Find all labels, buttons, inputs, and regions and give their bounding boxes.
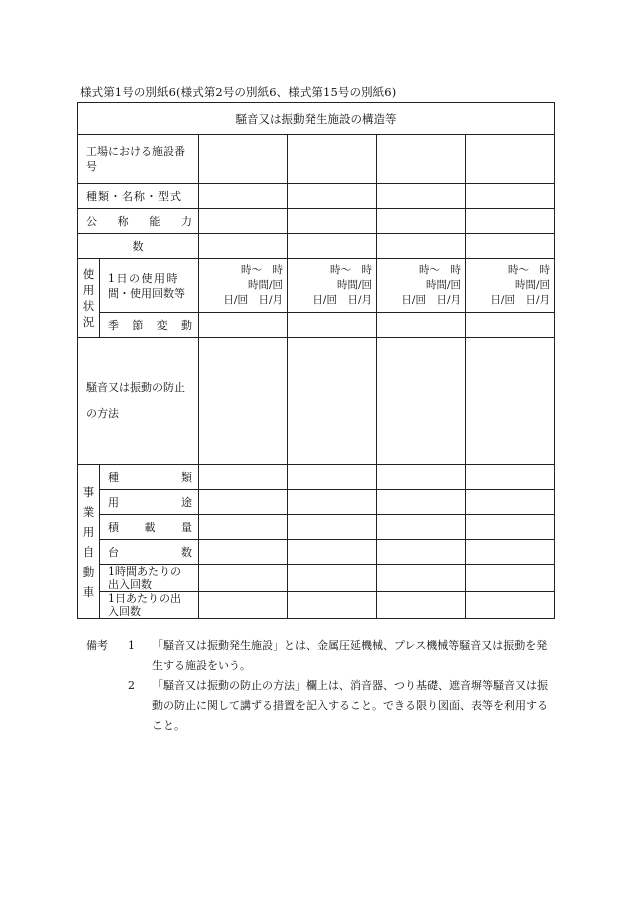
- input-cell[interactable]: [288, 135, 377, 184]
- entries-per-hour-label: 1時間あたりの 出入回数: [100, 565, 199, 592]
- facility-structure-table: [77, 102, 555, 619]
- input-cell[interactable]: [199, 540, 288, 565]
- input-cell[interactable]: [288, 540, 377, 565]
- input-cell[interactable]: [288, 465, 377, 490]
- input-cell[interactable]: [466, 465, 555, 490]
- input-cell[interactable]: [466, 490, 555, 515]
- form-caption: 様式第1号の別紙6(様式第2号の別紙6、様式第15号の別紙6): [80, 85, 397, 99]
- input-cell[interactable]: [288, 565, 377, 592]
- input-cell[interactable]: [377, 490, 466, 515]
- usage-cell[interactable]: 時～ 時 時間/回 日/回 日/月: [466, 259, 555, 313]
- input-cell[interactable]: [288, 592, 377, 619]
- remark-item: 2 「騒音又は振動の防止の方法」欄上は、消音器、つり基礎、遮音塀等騒音又は振動の防止に関して講ずる措置を記入すること。できる限り図面、表等を利用すること。: [128, 679, 548, 732]
- input-cell[interactable]: [377, 515, 466, 540]
- seasonal-variation-label: 季 節 変 動: [100, 313, 199, 338]
- usage-cell[interactable]: 時～ 時 時間/回 日/回 日/月: [288, 259, 377, 313]
- usage-status-group-label: 使 用 状 況: [78, 259, 100, 338]
- input-cell[interactable]: [199, 338, 288, 465]
- input-cell[interactable]: [199, 313, 288, 338]
- input-cell[interactable]: [288, 515, 377, 540]
- input-cell[interactable]: [466, 592, 555, 619]
- input-cell[interactable]: [466, 234, 555, 259]
- input-cell[interactable]: [288, 313, 377, 338]
- input-cell[interactable]: [288, 209, 377, 234]
- input-cell[interactable]: [377, 338, 466, 465]
- input-cell[interactable]: [199, 135, 288, 184]
- entries-per-day-label: 1日あたりの出 入回数: [100, 592, 199, 619]
- input-cell[interactable]: [466, 209, 555, 234]
- usage-cell[interactable]: 時～ 時 時間/回 日/回 日/月: [377, 259, 466, 313]
- input-cell[interactable]: [466, 184, 555, 209]
- remark-item: 備考 1 「騒音又は振動発生施設」とは、金属圧延機械、プレス機械等騒音又は振動を発生する施設をいう。: [86, 636, 556, 676]
- input-cell[interactable]: [466, 515, 555, 540]
- business-vehicle-group-label: 事 業 用 自 動 車: [78, 465, 100, 619]
- input-cell[interactable]: [199, 184, 288, 209]
- daily-usage-label: 1日の使用時 間・使用回数等: [100, 259, 199, 313]
- input-cell[interactable]: [466, 313, 555, 338]
- input-cell[interactable]: [199, 234, 288, 259]
- table-title: 騒音又は振動発生施設の構造等: [78, 103, 555, 135]
- input-cell[interactable]: [288, 234, 377, 259]
- input-cell[interactable]: [377, 184, 466, 209]
- input-cell[interactable]: [466, 565, 555, 592]
- vehicle-load-label: 積 載 量: [100, 515, 199, 540]
- input-cell[interactable]: [199, 490, 288, 515]
- input-cell[interactable]: [288, 338, 377, 465]
- input-cell[interactable]: [466, 338, 555, 465]
- vehicle-count-label: 台 数: [100, 540, 199, 565]
- input-cell[interactable]: [377, 540, 466, 565]
- input-cell[interactable]: [199, 515, 288, 540]
- input-cell[interactable]: [288, 490, 377, 515]
- input-cell[interactable]: [466, 540, 555, 565]
- input-cell[interactable]: [377, 135, 466, 184]
- input-cell[interactable]: [199, 465, 288, 490]
- remarks-heading: 備考: [86, 639, 108, 652]
- type-name-model-label: 種類・名称・型式: [78, 184, 199, 209]
- input-cell[interactable]: [199, 209, 288, 234]
- input-cell[interactable]: [377, 465, 466, 490]
- input-cell[interactable]: [466, 135, 555, 184]
- vehicle-type-label: 種 類: [100, 465, 199, 490]
- input-cell[interactable]: [377, 565, 466, 592]
- input-cell[interactable]: [377, 592, 466, 619]
- remarks-section: [86, 636, 556, 736]
- input-cell[interactable]: [288, 184, 377, 209]
- facility-number-label: 工場における施設番号: [78, 135, 199, 184]
- prevention-method-label: 騒音又は振動の防止 の方法: [78, 338, 199, 465]
- count-label: 数: [78, 234, 199, 259]
- input-cell[interactable]: [377, 209, 466, 234]
- input-cell[interactable]: [199, 592, 288, 619]
- capacity-label: 公 称 能 力: [78, 209, 199, 234]
- input-cell[interactable]: [377, 234, 466, 259]
- usage-cell[interactable]: 時～ 時 時間/回 日/回 日/月: [199, 259, 288, 313]
- input-cell[interactable]: [377, 313, 466, 338]
- vehicle-use-label: 用 途: [100, 490, 199, 515]
- input-cell[interactable]: [199, 565, 288, 592]
